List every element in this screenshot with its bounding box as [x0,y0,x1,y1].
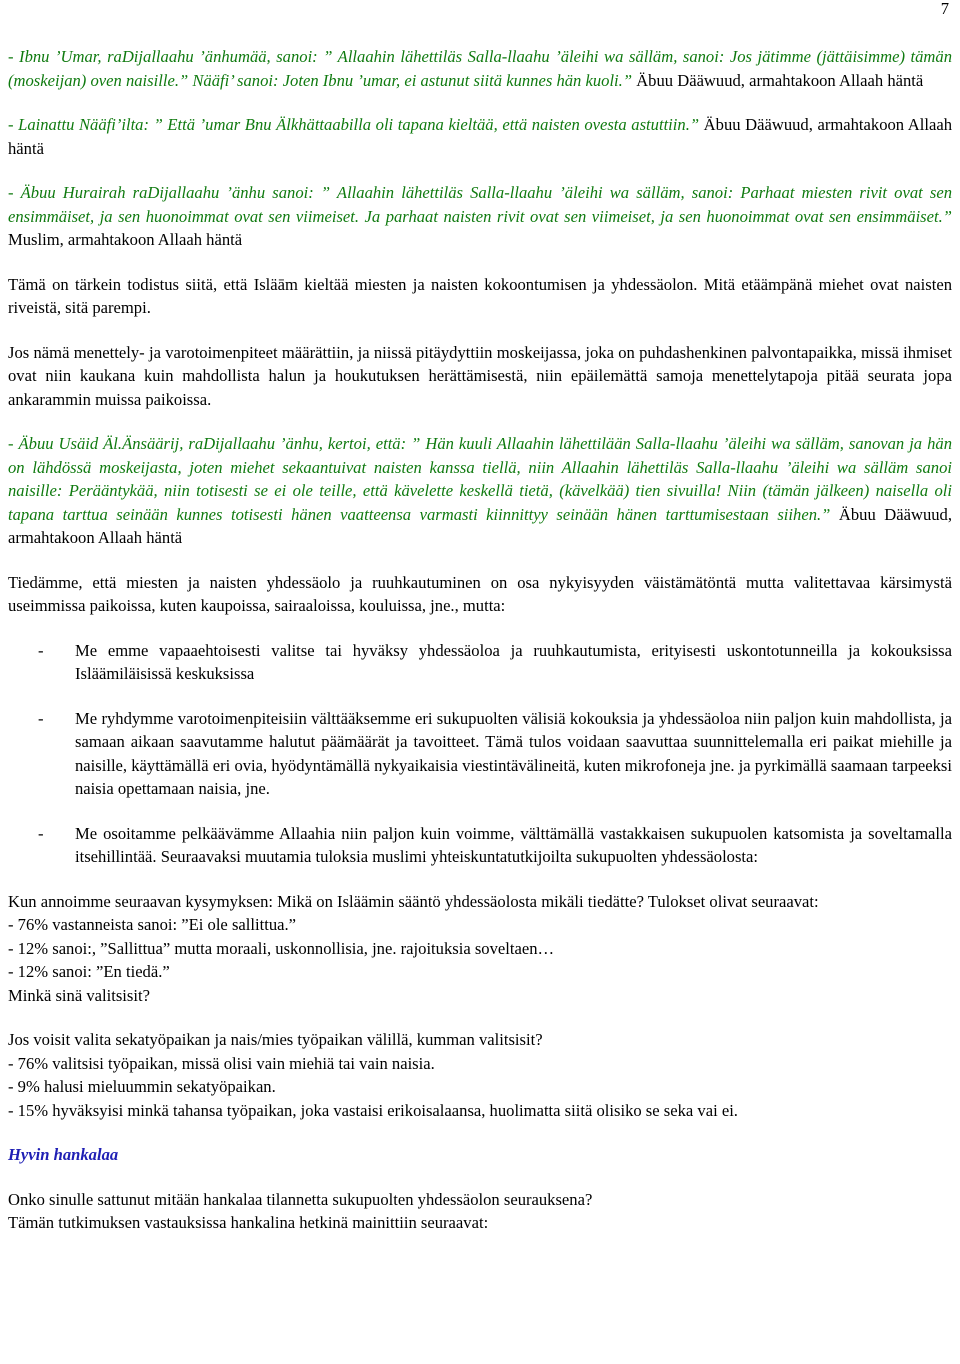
list-item [8,707,952,801]
survey-result: - 9% halusi mieluummin sekatyöpaikan. [8,1077,276,1096]
hadith-quote: - Lainattu Nääfi’ilta: ” Että ’umar Bnu Älkhättaabilla oli tapana kieltää, että naisten ovesta astuttiin.” [8,115,700,134]
hadith-ibnu-umar [8,45,952,92]
survey-result: - 15% hyväksyisi minkä tahansa työpaikan, joka vastaisi erikoisalaansa, huolimatta siitä olisiko se seka vai ei. [8,1100,738,1120]
closing-intro: Tämän tutkimuksen vastauksissa hankalina hetkinä mainittiin seuraavat: [8,1213,489,1232]
survey-result: - 12% sanoi:, ”Sallittua” mutta moraali, uskonnollisia, jne. rajoituksia soveltaen… [8,938,555,958]
survey-result: - 76% valitsisi työpaikan, missä olisi vain miehiä tai vain naisia. [8,1053,435,1073]
survey-question: Minkä sinä valitsisit? [8,985,150,1005]
survey-one [8,890,952,1008]
list-item [8,822,952,869]
survey-two [8,1028,952,1122]
paragraph-precautions: Jos nämä menettely- ja varotoimenpiteet määrättiin, ja niissä pitäydyttiin moskeijassa, joka on puhdashenkinen palvontapaikka, missä ihmiset ovat niin kaukana kuin mahdollista halun ja houkutuksen herättämisestä, niin epäilemättä samoja menettelytapoja pitää seurata jopa ankarammin muissa paikoissa. [8,342,952,409]
survey-intro: Jos voisit valita sekatyöpaikan ja nais/mies työpaikan välillä, kumman valitsisit? [8,1030,543,1049]
list-item-text: Me ryhdymme varotoimenpiteisiin välttääksemme eri sukupuolten välisiä kokouksia ja yhdessäoloa niin paljon kuin mahdollista, ja samaan aikaan saavutamme halutut päämäärät ja tavoitteet. Tämä tulos voidaan saavuttaa suunnittelemalla eri paikat miehille ja naisille, käyttämällä eri ovia, hyödyntämällä nykyaikaisia viestintävälineitä, kuten mikrofoneja jne. ja pyrkimällä saamaan tarpeeksi naisia opettamaan naisia, jne. [75,708,952,798]
list-item-text: Me emme vapaaehtoisesti valitse tai hyväksy yhdessäoloa ja ruuhkautumista, erityisesti uskontotunneilla ja kokouksissa Isläämiläisissä keskuksissa [75,640,952,683]
paragraph-evidence: Tämä on tärkein todistus siitä, että Isläām kieltää miesten ja naisten kokoontumisen ja yhdessäolon. Mitä etäämpänä miehet ovat naisten riveistä, sitä parempi. [8,274,952,317]
list-dash: - [38,708,44,728]
hadith-source: Muslim, armahtakoon Allaah häntä [8,230,243,249]
hadith-source: Äbuu Dääwuud, armahtakoon Allaah häntä [8,504,952,547]
hadith-source: Äbuu Dääwuud, armahtakoon Allaah häntä [632,70,924,90]
hadith-naafi [8,113,952,160]
survey-result: - 76% vastanneista sanoi: ”Ei ole sallittua.” [8,915,297,934]
document-page [8,0,952,1235]
paragraph-intro-list: Tiedämme, että miesten ja naisten yhdessäolo ja ruuhkautuminen on osa nykyisyyden väistämätöntä mutta valitettavaa kärsimystä useimmissa paikoissa, kuten kaupoissa, sairaaloissa, kouluissa, jne., mutta: [8,572,952,615]
hadith-abuu-hurairah [8,181,952,252]
hadith-quote: - Äbuu Usäid Äl.Änsäärij, raDijallaahu ’änhu, kertoi, että: ” Hän kuuli Allaahin lähettilään Salla-llaahu ’äleihi wa sälläm, sanovan ja hän on lähdössä moskeijasta, joten miehet sekaantuivat naisten kanssa tiellä, niin Allaahin lähettiläs Salla-llaahu ’äleihi wa sälläm sanoi naisille: Perääntykää, niin totisesti se ei ole teille, että kävelette keskellä tietä, (kävelkää) tien sivuilla! Niin (tämän jälkeen) naisella oli tapana tarttua seinään kunnes totisesti hänen vaatteensa varmasti kiinnittyy seinään hänen tarttumisestaan siihen.” [8,434,952,524]
survey-intro: Kun annoimme seuraavan kysymyksen: Mikä on Isläämin sääntö yhdessäolosta mikäli tiedätte? Tulokset olivat seuraavat: [8,891,819,911]
list-item [8,639,952,686]
section-heading: Hyvin hankalaa [8,1145,119,1164]
page-number: 7 [940,0,949,18]
survey-result: - 12% sanoi: ”En tiedä.” [8,962,170,981]
closing-question: Onko sinulle sattunut mitään hankalaa tilannetta sukupuolten yhdessäolon seurauksena? [8,1189,593,1209]
list-dash: - [38,640,44,660]
hadith-abuu-usaid [8,432,952,550]
list-dash: - [38,823,44,843]
hadith-quote: - Äbuu Hurairah raDijallaahu ’änhu sanoi: ” Allaahin lähettiläs Salla-llaahu ’äleihi wa sälläm, sanoi: Parhaat miesten rivit ovat sen ensimmäiset, ja sen huonoimmat ovat sen viimeiset. Ja parhaat naisten rivit ovat sen viimeiset, ja sen huonoimmat ovat sen ensimmäiset.” [8,183,952,226]
hadith-source: Äbuu Dääwuud, armahtakoon Allaah häntä [8,115,952,158]
list-item-text: Me osoitamme pelkäävämme Allaahia niin paljon kuin voimme, välttämällä vastakkaisen sukupuolen katsomista ja soveltamalla itsehillintää. Seuraavaksi muutamia tuloksia muslimi yhteiskuntatutkijoilta sukupuolten yhdessäolosta: [75,823,952,866]
hadith-quote: - Ibnu ’Umar, raDijallaahu ’änhumää, sanoi: ” Allaahin lähettiläs Salla-llaahu ’äleihi wa sälläm, sanoi: Jos jätimme (jättäisimme) tämän (moskeijan) oven naisille.” Nääfi’ sanoi: Joten Ibnu ’umar, ei astunut siitä kunnes hän kuoli.” [8,47,952,90]
